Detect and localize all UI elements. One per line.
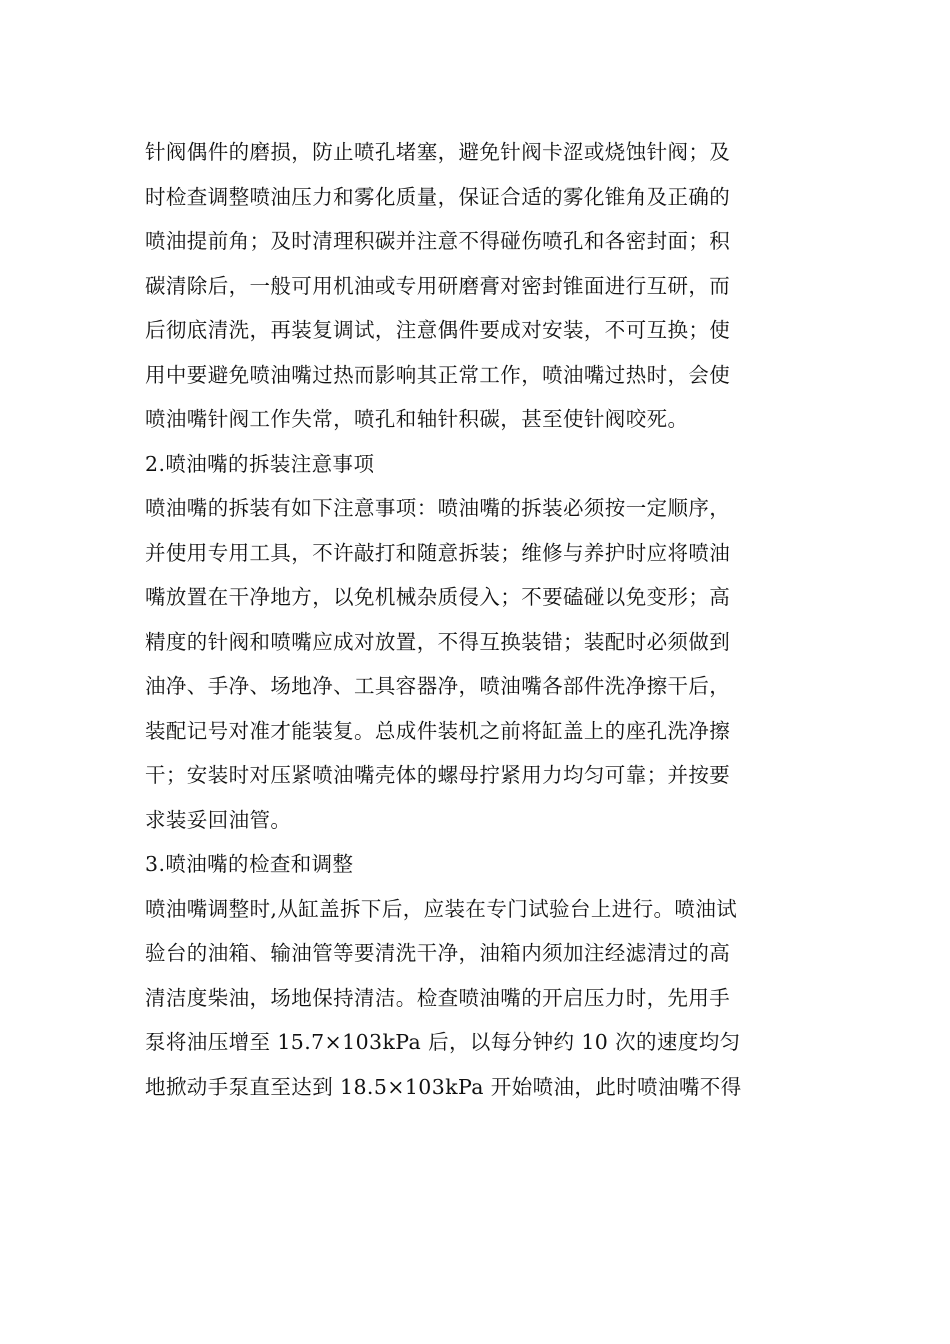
text-line: 求装妥回油管。: [145, 807, 292, 832]
text-line: 喷油嘴的拆装有如下注意事项：喷油嘴的拆装必须按一定顺序，: [145, 496, 731, 520]
text-line: 验台的油箱、输油管等要清洗干净，油箱内须加注经滤清过的高: [145, 941, 731, 965]
paragraph-disassembly-notes: [145, 486, 805, 842]
text-line: 油净、手净、场地净、工具容器净，喷油嘴各部件洗净擦干后，: [145, 674, 731, 698]
text-line: 地掀动手泵直至达到 18.5×103kPa 开始喷油，此时喷油嘴不得: [145, 1074, 742, 1099]
text-line: 用中要避免喷油嘴过热而影响其正常工作，喷油嘴过热时，会使: [145, 362, 731, 387]
text-line: 时检查调整喷油压力和雾化质量，保证合适的雾化锥角及正确的: [145, 184, 731, 209]
paragraph-injector-maintenance: [145, 130, 805, 442]
text-line: 针阀偶件的磨损，防止喷孔堵塞，避免针阀卡涩或烧蚀针阀；及: [145, 140, 731, 164]
text-line: 后彻底清洗，再装复调试，注意偶件要成对安装，不可互换；使: [145, 318, 731, 342]
section-heading-disassembly: 2.喷油嘴的拆装注意事项: [145, 451, 375, 476]
text-line: 碳清除后，一般可用机油或专用研磨膏对密封锥面进行互研，而: [145, 273, 731, 298]
text-line: 清洁度柴油，场地保持清洁。检查喷油嘴的开启压力时，先用手: [145, 985, 731, 1010]
text-line: 喷油嘴针阀工作失常，喷孔和轴针积碳，甚至使针阀咬死。: [145, 407, 689, 431]
text-line: 嘴放置在干净地方，以免机械杂质侵入；不要磕碰以免变形；高: [145, 585, 731, 609]
text-line: 干；安装时对压紧喷油嘴壳体的螺母拧紧用力均匀可靠；并按要: [145, 763, 731, 787]
text-line: 装配记号对准才能装复。总成件装机之前将缸盖上的座孔洗净擦: [145, 718, 731, 743]
text-line: 精度的针阀和喷嘴应成对放置，不得互换装错；装配时必须做到: [145, 629, 731, 654]
paragraph-inspection-adjustment: [145, 887, 805, 1110]
text-line: 喷油嘴调整时,从缸盖拆下后，应装在专门试验台上进行。喷油试: [145, 896, 738, 921]
text-line: 并使用专用工具，不许敲打和随意拆装；维修与养护时应将喷油: [145, 540, 731, 565]
text-line: 喷油提前角；及时清理积碳并注意不得碰伤喷孔和各密封面；积: [145, 229, 731, 253]
document-body: [145, 130, 805, 1109]
section-heading-inspection: 3.喷油嘴的检查和调整: [145, 852, 354, 876]
text-line: 泵将油压增至 15.7×103kPa 后，以每分钟约 10 次的速度均匀: [145, 1030, 741, 1054]
